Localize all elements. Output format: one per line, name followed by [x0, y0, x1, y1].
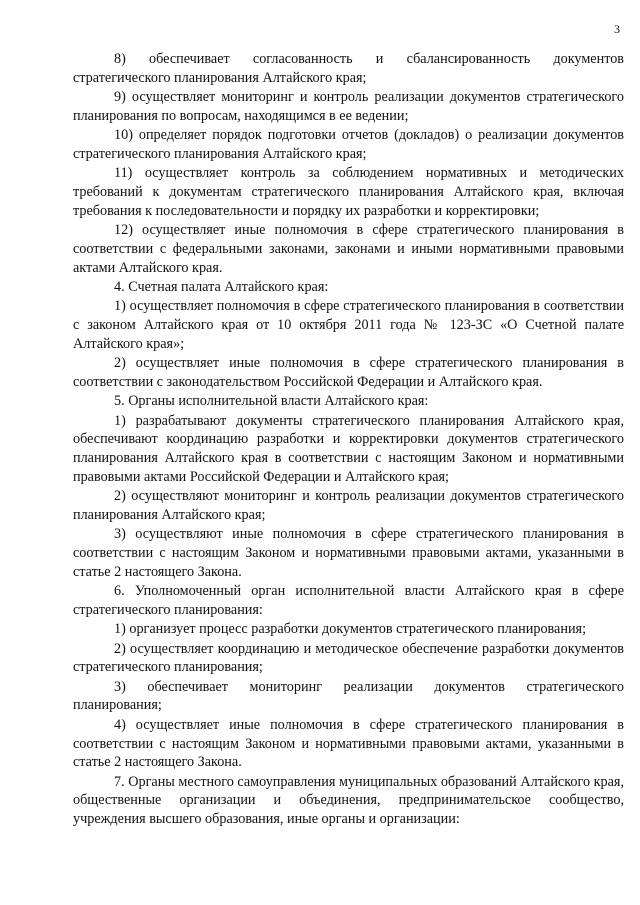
- paragraph: 1) организует процесс разработки документов стратегического планирования;: [114, 621, 587, 638]
- paragraph: 10) определяет порядок подготовки отчетов (докладов) о реализации документов стратегического планирования Алтайского края;: [73, 127, 624, 162]
- page-number: 3: [614, 22, 620, 36]
- paragraph: 12) осуществляет иные полномочия в сфере стратегического планирования в соответствии с федеральными законами, законами и иными нормативными правовыми актами Алтайского края.: [73, 222, 624, 276]
- paragraph: 3) обеспечивает мониторинг реализации документов стратегического планирования;: [73, 678, 624, 714]
- section-heading: 6. Уполномоченный орган исполнительной власти Алтайского края в сфере стратегического планирования:: [73, 583, 624, 618]
- paragraph: 8) обеспечивает согласованность и сбалансированность документов стратегического планирования Алтайского края;: [73, 51, 624, 86]
- section-heading: 4. Счетная палата Алтайского края:: [114, 278, 329, 295]
- section-heading: 5. Органы исполнительной власти Алтайского края:: [114, 393, 429, 410]
- paragraph: 11) осуществляет контроль за соблюдением нормативных и методических требований к документам стратегического планирования Алтайского края, включая требования к последовательности и порядку их разработки и корректировки;: [73, 165, 624, 219]
- paragraph: 2) осуществляют мониторинг и контроль реализации документов стратегического планирования Алтайского края;: [73, 488, 624, 523]
- paragraph: 1) разрабатывают документы стратегического планирования Алтайского края, обеспечивают координацию разработки и корректировки документов стратегического планирования Алтайского края в соответствии с настоящим Законом и нормативными правовыми актами Российской Федерации и Алтайского края;: [73, 412, 624, 485]
- paragraph: 4) осуществляет иные полномочия в сфере стратегического планирования в соответствии с настоящим Законом и нормативными правовыми актами, указанными в статье 2 настоящего Закона.: [73, 716, 624, 771]
- paragraph: 2) осуществляет иные полномочия в сфере стратегического планирования в соответствии с законодательством Российской Федерации и Алтайского края.: [73, 355, 624, 390]
- paragraph: 9) осуществляет мониторинг и контроль реализации документов стратегического планирования по вопросам, находящимся в ее ведении;: [73, 89, 624, 124]
- document-body: [73, 50, 624, 829]
- paragraph: 1) осуществляет полномочия в сфере стратегического планирования в соответствии с законом Алтайского края от 10 октября 2011 года № 123-ЗС «О Счетной палате Алтайского края»;: [73, 298, 624, 352]
- paragraph: 2) осуществляет координацию и методическое обеспечение разработки документов стратегического планирования;: [73, 640, 624, 676]
- section-heading: 7. Органы местного самоуправления муниципальных образований Алтайского края, общественные организации и объединения, предпринимательское сообщество, учреждения высшего образования, иные органы и организации:: [73, 773, 624, 828]
- paragraph: 3) осуществляют иные полномочия в сфере стратегического планирования в соответствии с настоящим Законом и нормативными правовыми актами, указанными в статье 2 настоящего Закона.: [73, 526, 624, 580]
